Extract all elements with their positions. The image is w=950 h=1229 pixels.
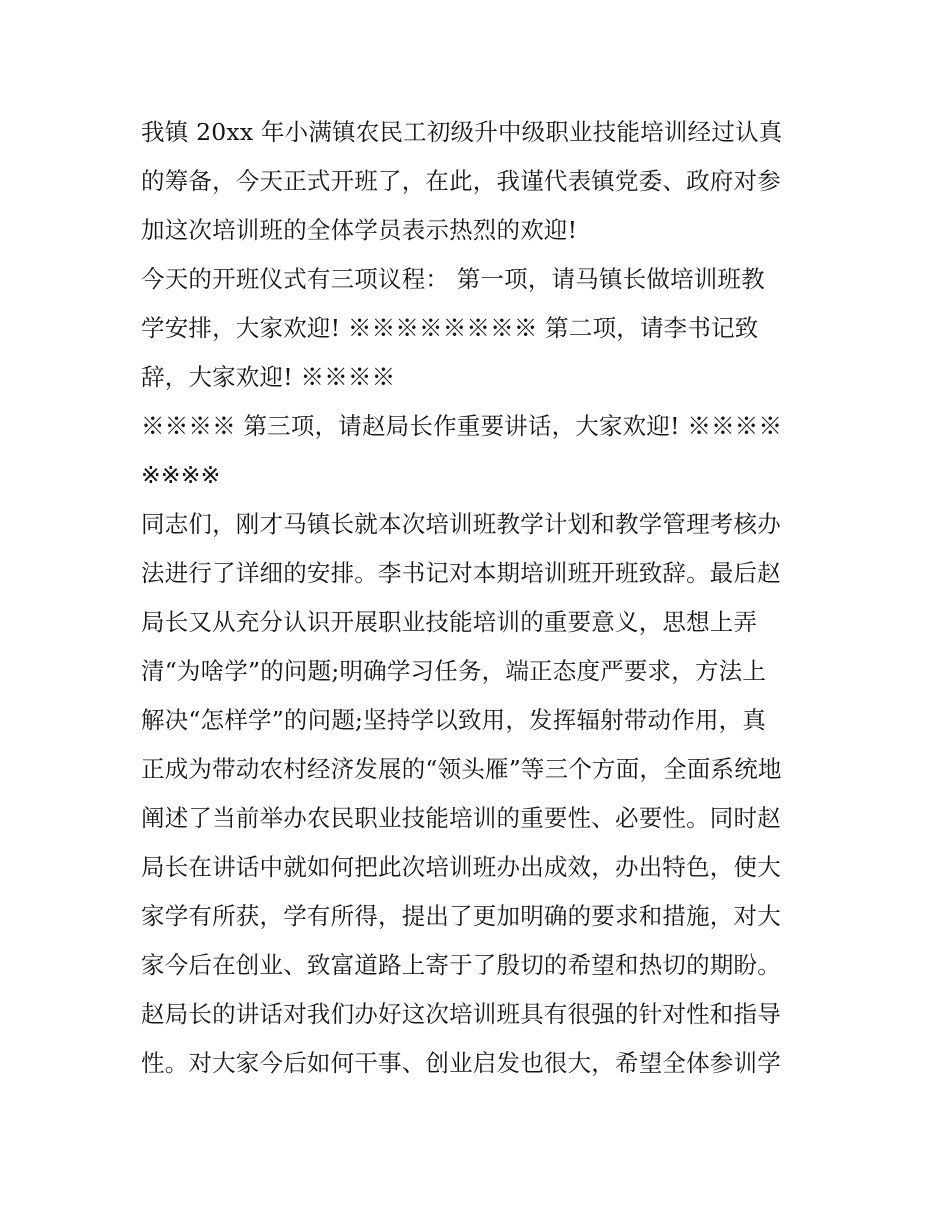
text-line: ※※※※ 第三项，请赵局长作重要讲话，大家欢迎! ※※※※ (141, 412, 783, 440)
text-line: 家今后在创业、致富道路上寄于了殷切的希望和热切的期盼。 (141, 951, 781, 979)
text-line: 解决“怎样学”的问题;坚持学以致用，发挥辐射带动作用，真 (141, 706, 767, 734)
text-line: ※※※※ (141, 461, 221, 489)
text-line: 学安排，大家欢迎! ※※※※※※※※ 第二项，请李书记致 (141, 314, 759, 342)
text-line: 阐述了当前举办农民职业技能培训的重要性、必要性。同时赵 (141, 804, 781, 832)
text-line: 正成为带动农村经济发展的“领头雁”等三个方面，全面系统地 (141, 755, 782, 783)
text-line: 辞，大家欢迎! ※※※※ (141, 363, 396, 391)
text-line: 性。对大家今后如何干事、创业启发也很大，希望全体参训学 (141, 1049, 781, 1077)
text-line: 局长又从充分认识开展职业技能培训的重要意义，思想上弄 (141, 608, 758, 636)
text-line: 同志们，刚才马镇长就本次培训班教学计划和教学管理考核办 (141, 510, 781, 538)
text-line: 法进行了详细的安排。李书记对本期培训班开班致辞。最后赵 (141, 559, 781, 587)
document-body (141, 108, 841, 1088)
text-line: 的筹备，今天正式开班了，在此，我谨代表镇党委、政府对参 (141, 167, 781, 195)
text-line: 加这次培训班的全体学员表示热烈的欢迎! (141, 216, 578, 244)
text-line: 我镇 20xx 年小满镇农民工初级升中级职业技能培训经过认真 (141, 118, 783, 146)
text-line: 家学有所获，学有所得，提出了更加明确的要求和措施，对大 (141, 902, 781, 930)
text-line: 今天的开班仪式有三项议程： 第一项，请马镇长做培训班教 (141, 265, 765, 293)
text-line: 局长在讲话中就如何把此次培训班办出成效，办出特色，使大 (141, 853, 781, 881)
text-line: 赵局长的讲话对我们办好这次培训班具有很强的针对性和指导 (141, 1000, 781, 1028)
text-line: 清“为啥学”的问题;明确学习任务，端正态度严要求，方法上 (141, 657, 767, 685)
